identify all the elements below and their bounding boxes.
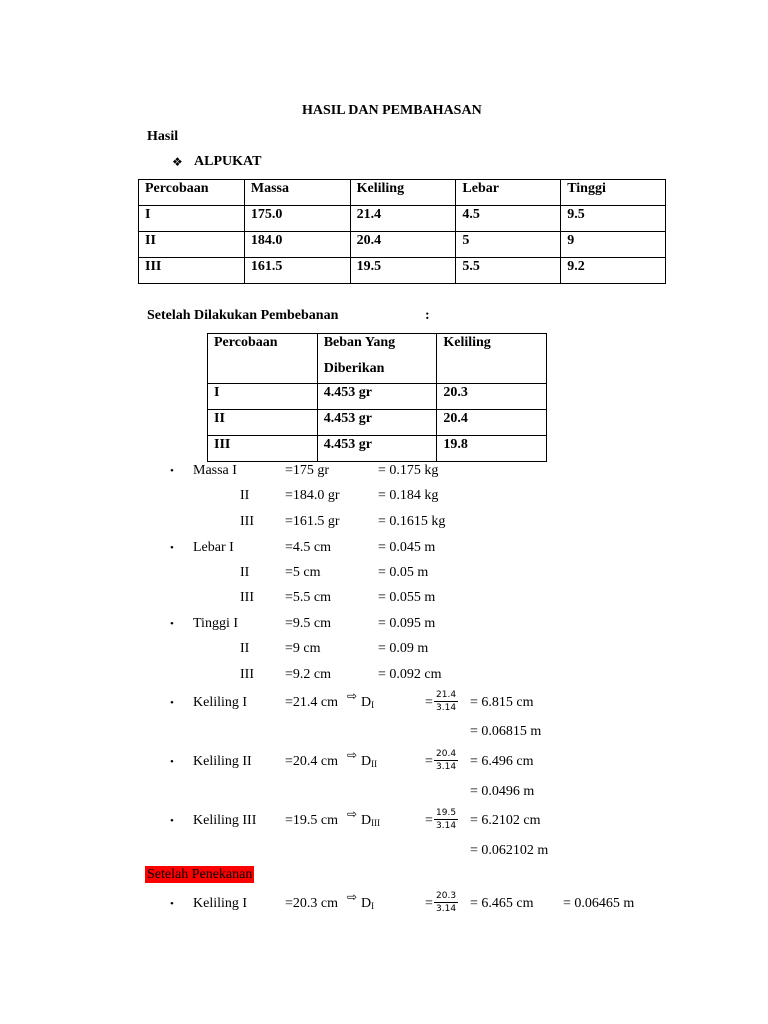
beban-header-line1: Beban Yang: [323, 335, 396, 350]
massa-value: =175 gr: [285, 463, 330, 478]
keliling-result: = 6.815 cm: [470, 695, 534, 710]
lebar-result: = 0.055 m: [378, 590, 436, 605]
diameter-subscript: I: [371, 901, 375, 911]
bullet-icon: •: [170, 756, 174, 768]
lebar-value: =5.5 cm: [285, 590, 331, 605]
table-header-cell: Keliling: [437, 334, 547, 384]
lebar-result: = 0.05 m: [378, 565, 429, 580]
tinggi-result: = 0.095 m: [378, 616, 436, 631]
alpukat-table: [138, 179, 666, 284]
tinggi-result: = 0.09 m: [378, 641, 429, 656]
table-header-cell: Percobaan: [139, 180, 245, 206]
table-row: [139, 206, 666, 232]
fraction-denominator: 3.14: [436, 904, 457, 914]
table-cell: 4.453 gr: [317, 384, 437, 410]
right-arrow-icon: ⇨: [347, 689, 358, 703]
keliling-result: = 6.496 cm: [470, 754, 534, 769]
fraction: [434, 891, 458, 914]
equals-sign: =: [425, 695, 433, 710]
right-arrow-icon: ⇨: [347, 748, 358, 762]
diameter-letter: D: [361, 695, 372, 710]
table-cell: 175.0: [244, 206, 350, 232]
keliling-label: Keliling I: [193, 695, 248, 710]
lebar-value: =4.5 cm: [285, 540, 331, 555]
fraction-numerator: 19.5: [436, 808, 457, 818]
table-cell: 9: [561, 232, 666, 258]
lebar-label: Lebar I: [193, 540, 234, 555]
tinggi-result: = 0.092 cm: [378, 667, 442, 682]
table-row: [208, 436, 547, 462]
penekanan-highlight: Setelah Penekanan: [147, 867, 253, 882]
right-arrow-icon: ⇨: [347, 890, 358, 904]
table-cell: 9.2: [561, 258, 666, 284]
fraction-numerator: 20.3: [436, 891, 457, 901]
table-header-cell: Keliling: [350, 180, 456, 206]
table-header-row: [139, 180, 666, 206]
alpukat-heading: ALPUKAT: [194, 154, 262, 169]
diameter-letter: D: [361, 754, 372, 769]
equals-sign: =: [425, 754, 433, 769]
table-header-cell: Massa: [244, 180, 350, 206]
hasil-heading: Hasil: [147, 129, 179, 144]
bullet-icon: •: [170, 465, 174, 477]
tinggi-value: =9.2 cm: [285, 667, 331, 682]
table-header-cell: Percobaan: [208, 334, 318, 384]
keliling-label: Keliling II: [193, 754, 252, 769]
diameter-subscript: II: [371, 759, 378, 769]
table-cell: 161.5: [244, 258, 350, 284]
table-cell: 20.4: [350, 232, 456, 258]
lebar-result: = 0.045 m: [378, 540, 436, 555]
table-header-cell: Tinggi: [561, 180, 666, 206]
table-cell: 4.5: [456, 206, 561, 232]
keliling-result-meters: = 0.06815 m: [470, 724, 542, 739]
table-row: [139, 258, 666, 284]
diameter-letter: D: [361, 813, 372, 828]
keliling-value: =20.4 cm: [285, 754, 338, 769]
table-header-row: [208, 334, 547, 384]
massa-result: = 0.184 kg: [378, 488, 439, 503]
tinggi-label: III: [240, 667, 254, 682]
table-cell: 20.3: [437, 384, 547, 410]
massa-value: =184.0 gr: [285, 488, 340, 503]
bullet-icon: •: [170, 898, 174, 910]
right-arrow-icon: ⇨: [347, 807, 358, 821]
bullet-icon: •: [170, 618, 174, 630]
table-cell: 9.5: [561, 206, 666, 232]
massa-label: II: [240, 488, 250, 503]
keliling-result-meters: = 0.062102 m: [470, 843, 549, 858]
diameter-subscript: III: [371, 818, 381, 828]
massa-result: = 0.175 kg: [378, 463, 439, 478]
fraction: [434, 749, 458, 772]
diameter-subscript: I: [371, 700, 375, 710]
keliling-value: =20.3 cm: [285, 896, 338, 911]
beban-header-line2: Diberikan: [323, 361, 385, 376]
penekanan-heading: [145, 867, 254, 883]
table-cell: 4.453 gr: [317, 410, 437, 436]
massa-label: III: [240, 514, 254, 529]
keliling-label: Keliling III: [193, 813, 257, 828]
lebar-label: III: [240, 590, 254, 605]
bullet-icon: •: [170, 542, 174, 554]
table-cell: I: [208, 384, 318, 410]
massa-result: = 0.1615 kg: [378, 514, 446, 529]
table-cell: 19.5: [350, 258, 456, 284]
lebar-value: =5 cm: [285, 565, 321, 580]
table-row: [208, 410, 547, 436]
massa-label: Massa I: [193, 463, 237, 478]
tinggi-value: =9.5 cm: [285, 616, 331, 631]
page-title: HASIL DAN PEMBAHASAN: [302, 103, 482, 118]
equals-sign: =: [425, 813, 433, 828]
tinggi-label: Tinggi I: [193, 616, 239, 631]
table-cell: 20.4: [437, 410, 547, 436]
keliling-result-meters: = 0.0496 m: [470, 784, 535, 799]
equals-sign: =: [425, 896, 433, 911]
table-cell: II: [139, 232, 245, 258]
keliling-label: Keliling I: [193, 896, 248, 911]
fraction: [434, 808, 458, 831]
table-row: [139, 232, 666, 258]
table-cell: 4.453 gr: [317, 436, 437, 462]
keliling-result: = 6.2102 cm: [470, 813, 541, 828]
keliling-value: =21.4 cm: [285, 695, 338, 710]
bullet-icon: •: [170, 697, 174, 709]
lebar-label: II: [240, 565, 250, 580]
table-cell: 184.0: [244, 232, 350, 258]
diameter-symbol: [361, 896, 374, 912]
diamond-bullet-icon: ❖: [172, 155, 183, 169]
pembebanan-colon: :: [425, 308, 430, 323]
table-cell: 5: [456, 232, 561, 258]
tinggi-label: II: [240, 641, 250, 656]
table-header-cell: [317, 334, 437, 384]
table-cell: III: [208, 436, 318, 462]
pembebanan-table: [207, 333, 547, 462]
keliling-result: = 6.465 cm: [470, 896, 534, 911]
fraction-numerator: 21.4: [436, 690, 457, 700]
table-row: [208, 384, 547, 410]
diameter-symbol: [361, 754, 377, 770]
table-cell: 19.8: [437, 436, 547, 462]
table-cell: III: [139, 258, 245, 284]
fraction-denominator: 3.14: [436, 821, 457, 831]
keliling-result-meters: = 0.06465 m: [563, 896, 635, 911]
table-cell: I: [139, 206, 245, 232]
diameter-symbol: [361, 695, 374, 711]
fraction-numerator: 20.4: [436, 749, 457, 759]
table-header-cell: Lebar: [456, 180, 561, 206]
table-cell: 21.4: [350, 206, 456, 232]
pembebanan-heading: Setelah Dilakukan Pembebanan: [147, 308, 339, 323]
diameter-letter: D: [361, 896, 372, 911]
table-cell: II: [208, 410, 318, 436]
diameter-symbol: [361, 813, 380, 829]
bullet-icon: •: [170, 815, 174, 827]
keliling-value: =19.5 cm: [285, 813, 338, 828]
fraction-denominator: 3.14: [436, 762, 457, 772]
fraction: [434, 690, 458, 713]
table-cell: 5.5: [456, 258, 561, 284]
massa-value: =161.5 gr: [285, 514, 340, 529]
fraction-denominator: 3.14: [436, 703, 457, 713]
tinggi-value: =9 cm: [285, 641, 321, 656]
